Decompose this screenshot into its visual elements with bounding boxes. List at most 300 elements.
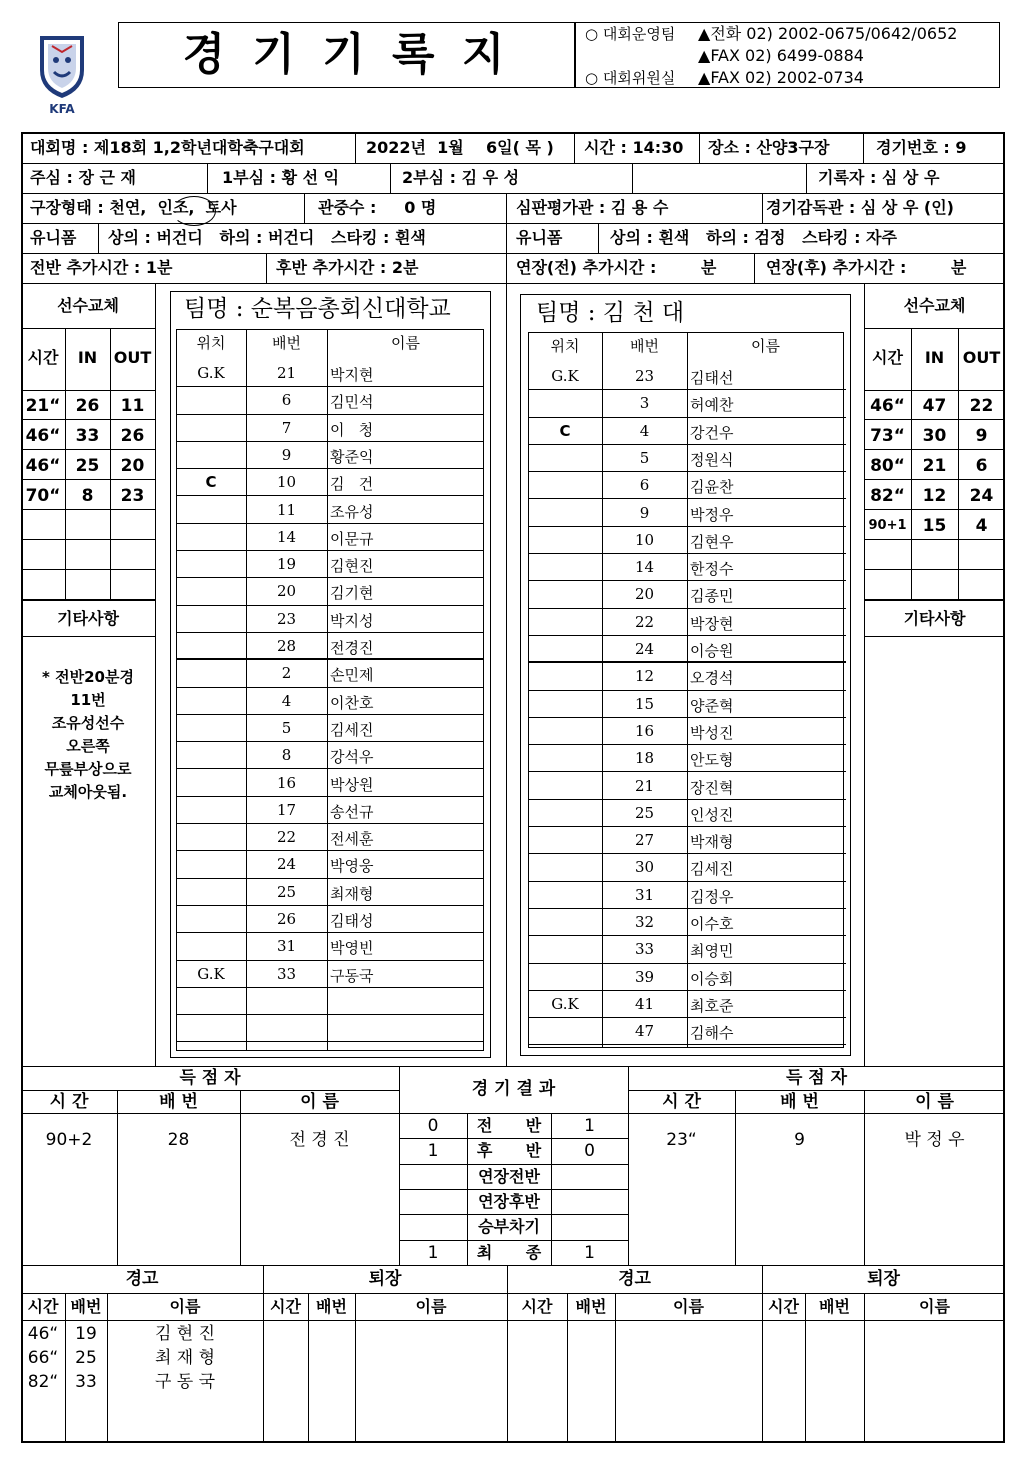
sub-out: 11 (120, 396, 145, 416)
hc-name-header: 이름 (169, 1297, 201, 1316)
hc-time-header: 시간 (27, 1297, 59, 1316)
player-row (528, 745, 846, 772)
sub-row (864, 510, 1005, 540)
logo-text: KFA (49, 102, 75, 116)
player-number: 2 (281, 664, 292, 683)
player-row (176, 906, 484, 933)
player-name: 김태성 (330, 912, 374, 930)
player-number: 9 (281, 445, 292, 464)
away-sendoff-title: 퇴장 (867, 1269, 900, 1289)
sub-row (21, 540, 155, 570)
player-number: 33 (634, 940, 655, 959)
player-number: 28 (276, 637, 297, 655)
hs-num-header: 배번 (316, 1297, 347, 1316)
player-row (528, 500, 846, 527)
away-team-name: 팀명 : 김 천 대 (536, 300, 685, 326)
player-row (528, 991, 846, 1018)
player-number: 24 (276, 855, 297, 874)
player-name: 김현진 (330, 557, 374, 576)
match-venue: 장소 : 산양3구장 (708, 138, 830, 157)
player-name: 박성진 (690, 723, 734, 742)
player-name: 이승원 (690, 642, 734, 660)
player-number: 25 (634, 803, 655, 822)
kfa-logo (34, 30, 90, 120)
sub-out: 4 (975, 516, 988, 536)
player-number: 7 (281, 418, 292, 437)
result-period: 연장후반 (478, 1191, 540, 1211)
player-name: 김현우 (690, 532, 734, 551)
player-row (176, 633, 484, 660)
assistant-referee-1: 1부심 : 황 선 익 (222, 168, 340, 187)
player-number: 24 (634, 640, 655, 658)
sub-out: 9 (975, 426, 988, 446)
player-number: 31 (634, 885, 655, 904)
player-row (528, 472, 846, 499)
sub-in: 15 (922, 516, 947, 536)
result-away-score: 1 (584, 1242, 595, 1263)
sub-row (864, 480, 1005, 510)
player-name: 이찬호 (330, 693, 374, 712)
player-name: 김민석 (330, 393, 374, 412)
caution-number: 33 (75, 1372, 97, 1392)
sub-row (21, 420, 155, 450)
sub-time: 21“ (25, 396, 61, 416)
player-name: 정원식 (690, 450, 734, 469)
result-period: 후 반 (476, 1141, 542, 1161)
sub-out: 23 (120, 486, 145, 506)
caution-time: 82“ (27, 1372, 59, 1392)
contact-team-ops: ○ 대회운영팀 (585, 25, 676, 43)
caution-name: 최 재 형 (154, 1348, 216, 1368)
player-row (176, 387, 484, 414)
home-scorer-name-header: 이 름 (300, 1092, 339, 1112)
result-divider (399, 1138, 628, 1139)
player-row (528, 445, 846, 472)
result-divider (399, 1189, 628, 1190)
player-position: C (205, 473, 217, 492)
first-half-added: 전반 추가시간 : 1분 (30, 258, 173, 277)
player-name: 강건우 (690, 423, 734, 442)
caution-name: 구 동 국 (154, 1372, 216, 1392)
player-number: 5 (639, 448, 650, 467)
player-name: 황준익 (330, 447, 374, 466)
player-row (528, 363, 846, 390)
player-name: 최호준 (690, 996, 734, 1015)
uniform-away: 상의 : 흰색 하의 : 검정 스타킹 : 자주 (610, 228, 897, 247)
result-period: 전 반 (476, 1116, 542, 1135)
player-name: 강석우 (330, 748, 374, 767)
match-time: 시간 : 14:30 (584, 138, 684, 157)
player-name: 조유성 (330, 502, 374, 521)
scorer-name: 박 정 우 (904, 1130, 965, 1150)
player-name: 이수호 (690, 915, 734, 933)
player-number: 18 (634, 749, 655, 768)
away-scorer-title: 득 점 자 (785, 1068, 848, 1088)
result-home-score: 1 (427, 1141, 439, 1162)
player-number: 27 (634, 831, 655, 850)
player-number: 23 (276, 609, 297, 628)
sub-row (21, 570, 155, 600)
note-line: 조유성선수 (51, 714, 125, 732)
player-row (528, 554, 846, 581)
player-number: 5 (281, 718, 292, 737)
player-name: 이 청 (330, 420, 374, 439)
player-name: 김 건 (330, 475, 374, 494)
sub-in: 47 (922, 396, 947, 416)
result-away-score: 1 (584, 1116, 595, 1136)
scorer-time: 90+2 (45, 1130, 93, 1150)
referee: 주심 : 장 근 재 (30, 168, 136, 187)
player-number: 47 (634, 1022, 655, 1041)
result-title: 경 기 결 과 (471, 1079, 556, 1099)
player-row (176, 988, 484, 1015)
result-away-score: 0 (584, 1141, 595, 1162)
player-name: 최영민 (690, 942, 734, 961)
player-number: 21 (634, 776, 655, 795)
away-subs-in-header: IN (924, 348, 945, 367)
player-number: 41 (634, 994, 655, 1013)
sub-time: 80“ (870, 456, 905, 476)
player-number: 16 (276, 773, 297, 792)
hs-time-header: 시간 (270, 1297, 301, 1316)
note-line: 11번 (70, 691, 106, 709)
competition-name: 대회명 : 제18회 1,2학년대학축구대회 (30, 138, 305, 157)
player-name: 김세진 (690, 860, 734, 879)
as-num-header: 배번 (819, 1297, 850, 1316)
sub-row (21, 450, 155, 480)
player-row (176, 879, 484, 906)
away-scorer-name-header: 이 름 (915, 1092, 954, 1112)
sub-row (864, 540, 1005, 570)
player-name: 장진혁 (690, 778, 734, 797)
ac-time-header: 시간 (521, 1297, 553, 1316)
match-number: 경기번호 : 9 (876, 138, 967, 157)
home-subs-out-header: OUT (113, 348, 152, 367)
player-number: 20 (276, 582, 297, 601)
player-position: G.K (551, 367, 579, 385)
player-position: G.K (551, 994, 579, 1013)
player-row (528, 609, 846, 636)
player-row (176, 660, 484, 687)
player-row (176, 469, 484, 496)
player-row (528, 390, 846, 417)
player-name: 김기현 (330, 584, 374, 603)
player-number: 20 (634, 585, 655, 604)
player-name: 박영빈 (330, 939, 374, 958)
player-number: 4 (639, 421, 650, 440)
player-row (176, 360, 484, 387)
player-name: 박재형 (690, 833, 734, 852)
player-number: 25 (276, 882, 297, 901)
result-divider (399, 1240, 628, 1241)
away-scorer-time-header: 시 간 (662, 1092, 701, 1112)
player-position: C (559, 421, 571, 440)
player-number: 6 (281, 391, 292, 410)
note-line: 무릎부상으로 (44, 760, 132, 778)
away-pos-header: 위치 (550, 337, 580, 355)
sub-row (21, 510, 155, 540)
result-period: 승부차기 (478, 1217, 540, 1237)
sub-out: 20 (120, 456, 145, 476)
player-row (176, 715, 484, 742)
home-num-header: 배번 (272, 334, 301, 352)
player-name: 이문규 (330, 529, 374, 548)
player-number: 32 (634, 913, 655, 931)
player-row (528, 527, 846, 554)
caution-time: 46“ (27, 1324, 59, 1344)
player-row (528, 718, 846, 745)
away-scorer-num-header: 배 번 (780, 1092, 819, 1112)
player-row (528, 964, 846, 991)
player-name: 송선규 (330, 802, 374, 821)
contact-fax1: ▲FAX 02) 6499-0884 (698, 46, 864, 65)
player-row (176, 770, 484, 797)
away-caution-title: 경고 (618, 1269, 651, 1289)
player-row (176, 442, 484, 469)
scorer-number: 28 (167, 1130, 190, 1150)
note-line: 교체아웃됨. (48, 783, 128, 801)
uniform-home-label: 유니폼 (30, 228, 77, 247)
player-name: 안도형 (690, 751, 734, 770)
home-scorer-num-header: 배 번 (159, 1092, 198, 1112)
player-name: 김해수 (690, 1024, 734, 1043)
sub-in: 30 (922, 426, 947, 446)
player-row (528, 1018, 846, 1045)
sub-out: 22 (969, 396, 994, 416)
caution-number: 19 (75, 1324, 97, 1344)
as-time-header: 시간 (768, 1297, 799, 1316)
sub-time: 82“ (870, 486, 905, 506)
player-row (176, 551, 484, 578)
contact-committee: ○ 대회위원실 (585, 69, 676, 87)
caution-number: 25 (75, 1348, 97, 1368)
home-scorer-time-header: 시 간 (49, 1092, 89, 1112)
home-subs-time-header: 시간 (27, 348, 59, 367)
match-date: 2022년 1월 6일( 목 ) (366, 138, 554, 157)
player-name: 박영웅 (330, 857, 374, 876)
player-name: 박지성 (330, 611, 374, 630)
uniform-home: 상의 : 버건디 하의 : 버건디 스타킹 : 흰색 (108, 228, 426, 247)
caution-time: 66“ (27, 1348, 59, 1368)
player-row (176, 1015, 484, 1042)
away-subs-time-header: 시간 (872, 348, 903, 367)
player-number: 9 (639, 503, 650, 522)
player-name: 박장현 (690, 614, 734, 633)
player-name: 손민제 (330, 666, 374, 685)
player-name: 이승회 (690, 969, 734, 988)
sub-time: 46“ (25, 456, 61, 476)
as-name-header: 이름 (919, 1297, 950, 1316)
player-position: G.K (197, 964, 225, 983)
note-line: * 전반20분경 (42, 668, 134, 686)
home-caution-title: 경고 (125, 1269, 159, 1289)
player-number: 22 (634, 612, 655, 631)
player-row (176, 606, 484, 633)
scorer-name: 전 경 진 (289, 1130, 350, 1150)
page-title: 경 기 기 록 지 (182, 29, 511, 80)
player-row (176, 824, 484, 851)
home-scorer-title: 득 점 자 (179, 1068, 241, 1088)
player-name: 김정우 (690, 887, 734, 906)
player-name: 최재형 (330, 884, 374, 903)
home-subs-title: 선수교체 (57, 296, 119, 315)
field-type: 구장형태 : 천연, 인조, 토사 (30, 198, 237, 217)
result-divider (399, 1214, 628, 1215)
away-num-header: 배번 (630, 337, 659, 355)
player-name: 한정수 (690, 560, 734, 579)
player-name: 전경진 (330, 639, 374, 657)
player-row (176, 688, 484, 715)
player-number: 4 (281, 691, 292, 710)
player-name: 박정우 (690, 505, 734, 524)
player-row (176, 961, 484, 988)
away-name-header: 이름 (751, 337, 780, 355)
player-row (528, 909, 846, 936)
sub-in: 12 (922, 486, 947, 506)
et2-added: 연장(후) 추가시간 : 분 (766, 258, 967, 277)
second-half-added: 후반 추가시간 : 2분 (276, 258, 419, 277)
home-name-header: 이름 (391, 334, 420, 352)
result-divider (399, 1164, 628, 1165)
spectators: 관중수 : 0 명 (318, 198, 437, 217)
assistant-referee-2: 2부심 : 김 우 성 (402, 168, 520, 187)
sub-row (864, 570, 1005, 600)
home-subs-in-header: IN (77, 348, 98, 367)
player-row (528, 663, 846, 690)
sub-in: 26 (75, 396, 100, 416)
player-name: 오경석 (690, 669, 734, 688)
away-subs-title: 선수교체 (903, 296, 966, 315)
player-row (528, 581, 846, 608)
player-number: 3 (639, 394, 650, 413)
home-team-name: 팀명 : 순복음총회신대학교 (184, 296, 451, 322)
sub-out: 26 (120, 426, 145, 446)
player-number: 39 (634, 967, 655, 986)
player-number: 10 (634, 530, 655, 549)
player-row (176, 933, 484, 960)
player-row (176, 497, 484, 524)
et1-added: 연장(전) 추가시간 : 분 (516, 258, 717, 277)
player-row (528, 800, 846, 827)
player-row (176, 797, 484, 824)
home-sendoff-title: 퇴장 (368, 1269, 402, 1289)
scorer-time: 23“ (666, 1130, 697, 1150)
player-row (528, 636, 846, 663)
player-row (528, 691, 846, 718)
player-name: 양준혁 (690, 696, 734, 715)
result-period: 연장전반 (478, 1166, 540, 1186)
note-line: 오른쪽 (66, 737, 110, 755)
ac-num-header: 배번 (575, 1297, 607, 1316)
uniform-away-label: 유니폼 (516, 228, 563, 247)
player-number: 19 (276, 555, 297, 574)
contact-phone: ▲전화 02) 2002-0675/0642/0652 (698, 24, 958, 43)
result-home-score: 0 (427, 1116, 439, 1136)
player-row (528, 936, 846, 963)
player-row (528, 854, 846, 881)
player-row (528, 773, 846, 800)
result-home-score: 1 (427, 1242, 439, 1263)
home-pos-header: 위치 (196, 334, 226, 352)
sub-time: 73“ (870, 426, 905, 446)
player-position: G.K (197, 364, 225, 382)
sub-time: 46“ (870, 396, 905, 416)
sub-row (864, 420, 1005, 450)
player-name: 김세진 (330, 720, 374, 739)
sub-out: 24 (969, 486, 994, 506)
player-number: 21 (276, 364, 297, 382)
scorer-number: 9 (794, 1130, 805, 1150)
ac-name-header: 이름 (673, 1297, 704, 1316)
player-number: 8 (281, 746, 292, 765)
player-name: 전세훈 (330, 830, 374, 849)
home-notes (21, 666, 155, 804)
away-subs-out-header: OUT (962, 348, 1001, 367)
sub-row (21, 480, 155, 510)
player-number: 10 (276, 473, 297, 492)
player-number: 16 (634, 721, 655, 740)
player-row (176, 415, 484, 442)
player-name: 허예찬 (690, 396, 734, 415)
sub-in: 21 (922, 456, 947, 476)
home-other-title: 기타사항 (57, 609, 119, 628)
commissioner: 경기감독관 : 심 상 우 (인) (766, 198, 954, 217)
player-name: 박상원 (330, 775, 374, 794)
player-row (176, 578, 484, 605)
player-number: 14 (276, 527, 297, 546)
hs-name-header: 이름 (415, 1297, 447, 1316)
player-row (176, 524, 484, 551)
player-number: 6 (639, 476, 650, 495)
player-number: 26 (276, 910, 297, 928)
player-name: 구동국 (330, 966, 374, 985)
caution-name: 김 현 진 (154, 1324, 216, 1344)
player-row (528, 882, 846, 909)
player-number: 31 (276, 937, 297, 956)
player-number: 23 (634, 367, 655, 385)
player-name: 김태선 (690, 369, 734, 387)
player-row (176, 742, 484, 769)
recorder: 기록자 : 심 상 우 (818, 168, 940, 187)
player-number: 11 (276, 500, 297, 519)
player-number: 15 (634, 694, 655, 713)
player-row (528, 827, 846, 854)
sub-row (21, 390, 155, 420)
player-number: 17 (276, 800, 297, 819)
hc-num-header: 배번 (70, 1297, 102, 1316)
sub-in: 25 (75, 456, 100, 476)
player-name: 박지현 (330, 366, 374, 384)
result-period: 최 종 (476, 1242, 542, 1262)
player-name: 김종민 (690, 587, 734, 606)
player-number: 12 (634, 667, 655, 686)
sub-row (864, 390, 1005, 420)
sub-time: 90+1 (868, 518, 907, 533)
contact-fax2: ▲FAX 02) 2002-0734 (698, 68, 864, 87)
player-name: 김윤찬 (690, 478, 734, 497)
away-other-title: 기타사항 (903, 609, 966, 628)
player-number: 33 (276, 964, 297, 983)
assessor: 심판평가관 : 김 용 수 (516, 198, 669, 217)
sub-in: 33 (75, 426, 100, 446)
sub-row (864, 450, 1005, 480)
field-type-circle (172, 196, 216, 226)
player-number: 22 (276, 828, 297, 847)
sub-time: 70“ (25, 486, 61, 506)
sub-out: 6 (975, 456, 988, 476)
kfa-crest-icon (34, 30, 90, 100)
player-number: 30 (634, 858, 655, 877)
